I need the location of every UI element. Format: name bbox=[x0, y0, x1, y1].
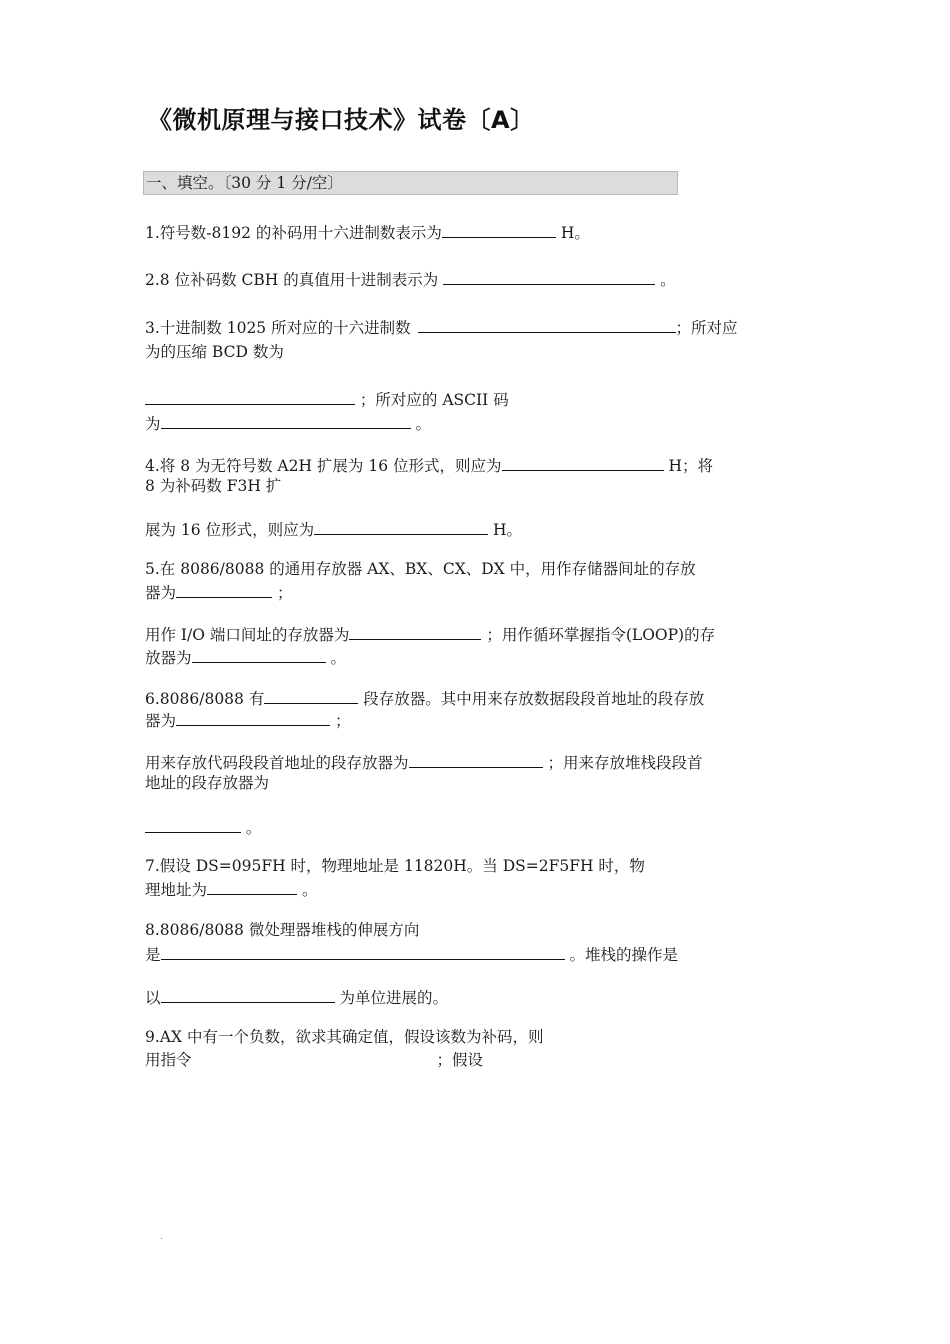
q6-text-3: 器为 bbox=[145, 712, 177, 730]
q5-blank-2[interactable] bbox=[349, 622, 481, 640]
q5-text-6: 放器为 bbox=[145, 649, 192, 667]
question-4-line-2 bbox=[145, 475, 281, 497]
question-5-line-3 bbox=[145, 622, 715, 646]
q4-blank-2[interactable] bbox=[314, 517, 488, 535]
q8-blank-1[interactable] bbox=[161, 942, 565, 960]
q3-text-4: ；所对应的 ASCII 码 bbox=[355, 391, 509, 409]
q5-text-5: ；用作循环掌握指令(LOOP)的存 bbox=[481, 626, 716, 644]
q5-text-3: ； bbox=[272, 584, 293, 602]
question-5-line-4 bbox=[145, 645, 346, 669]
q8-text-3: 。堆栈的操作是 bbox=[564, 946, 678, 964]
q4-text-3: 8 为补码数 F3H 扩 bbox=[145, 477, 282, 495]
q1-text: 1.符号数-8192 的补码用十六进制数表示为 bbox=[145, 224, 442, 242]
question-8-line-1 bbox=[145, 919, 419, 941]
q5-suffix: 。 bbox=[325, 649, 346, 667]
q3-blank-bcd[interactable] bbox=[145, 387, 355, 405]
q7-blank[interactable] bbox=[207, 877, 297, 895]
q6-blank-3[interactable] bbox=[409, 750, 543, 768]
question-6-line-4 bbox=[145, 772, 269, 794]
q3-text-2: ；所对应 bbox=[675, 319, 738, 337]
q6-text-7: 地址的段存放器为 bbox=[145, 774, 270, 792]
q3-text-3: 为的压缩 BCD 数为 bbox=[145, 343, 284, 361]
q5-blank-1[interactable] bbox=[176, 580, 272, 598]
q2-text: 2.8 位补码数 CBH 的真值用十进制表示为 bbox=[145, 271, 444, 289]
q7-text-2: 理地址为 bbox=[145, 881, 208, 899]
question-9-line-2 bbox=[145, 1049, 483, 1071]
question-1 bbox=[145, 220, 590, 244]
q5-text: 5.在 8086/8088 的通用存放器 AX、BX、CX、DX 中，用作存储器间址的存放 bbox=[145, 560, 696, 578]
q4-text-4: 展为 16 位形式，则应为 bbox=[145, 521, 315, 539]
question-3-line-1 bbox=[145, 315, 738, 339]
question-6-line-2 bbox=[145, 708, 350, 732]
question-3-line-2 bbox=[145, 341, 284, 363]
q1-blank[interactable] bbox=[442, 220, 556, 238]
q5-text-4: 用作 I/O 端口间址的存放器为 bbox=[145, 626, 350, 644]
question-5-line-1 bbox=[145, 558, 696, 580]
q8-text-4: 以 bbox=[145, 989, 161, 1007]
section-header: 一、填空。〔30 分 1 分/空〕 bbox=[143, 171, 678, 195]
q6-text-5: 用来存放代码段段首地址的段存放器为 bbox=[145, 754, 409, 772]
question-4-line-3 bbox=[145, 517, 522, 541]
q8-text: 8.8086/8088 微处理器堆栈的伸展方向 bbox=[145, 921, 420, 939]
q9-text: 9.AX 中有一个负数，欲求其确定值，假设该数为补码，则 bbox=[145, 1028, 544, 1046]
question-8-line-2 bbox=[145, 942, 678, 966]
question-5-line-2 bbox=[145, 580, 292, 604]
question-7-line-1 bbox=[145, 855, 645, 877]
q9-text-3: ；假设 bbox=[436, 1051, 484, 1069]
q3-blank-hex[interactable] bbox=[418, 315, 676, 333]
q5-text-2: 器为 bbox=[145, 584, 177, 602]
q4-text: 4.将 8 为无符号数 A2H 扩展为 16 位形式，则应为 bbox=[145, 457, 502, 475]
q2-blank[interactable] bbox=[443, 267, 655, 285]
q7-suffix: 。 bbox=[297, 881, 318, 899]
q3-blank-ascii[interactable] bbox=[161, 411, 411, 429]
q1-suffix: H。 bbox=[555, 224, 590, 242]
q6-text-4: ； bbox=[330, 712, 351, 730]
q3-text: 3.十进制数 1025 所对应的十六进制数 bbox=[145, 319, 416, 337]
question-8-line-3 bbox=[145, 985, 448, 1009]
question-6-line-3 bbox=[145, 750, 702, 774]
q8-blank-2[interactable] bbox=[161, 985, 335, 1003]
question-2 bbox=[145, 267, 676, 291]
q6-blank-4[interactable] bbox=[145, 815, 241, 833]
q3-text-5: 为 bbox=[145, 415, 161, 433]
q5-blank-3[interactable] bbox=[192, 645, 326, 663]
question-4-line-1 bbox=[145, 453, 713, 477]
q9-text-2: 用指令 bbox=[145, 1051, 192, 1069]
exam-title: 《微机原理与接口技术》试卷〔A〕 bbox=[148, 106, 535, 134]
q6-text-2: 段存放器。其中用来存放数据段段首地址的段存放 bbox=[358, 690, 705, 708]
question-3-line-4 bbox=[145, 411, 431, 435]
question-7-line-2 bbox=[145, 877, 317, 901]
q6-suffix: 。 bbox=[241, 819, 262, 837]
question-6-line-1 bbox=[145, 686, 704, 710]
question-6-line-5 bbox=[145, 815, 261, 839]
q4-blank-1[interactable] bbox=[502, 453, 664, 471]
q4-text-2: H；将 bbox=[663, 457, 713, 475]
q6-text-6: ；用来存放堆栈段段首 bbox=[542, 754, 703, 772]
q2-suffix: 。 bbox=[655, 271, 676, 289]
q8-text-2: 是 bbox=[145, 946, 161, 964]
q8-suffix: 为单位进展的。 bbox=[334, 989, 448, 1007]
q4-suffix: H。 bbox=[488, 521, 523, 539]
q7-text: 7.假设 DS=095FH 时，物理地址是 11820H。当 DS=2F5FH 时，物 bbox=[145, 857, 645, 875]
footer-dot: . bbox=[160, 1232, 163, 1242]
question-3-line-3 bbox=[145, 387, 509, 411]
q6-blank-1[interactable] bbox=[264, 686, 358, 704]
question-9-line-1 bbox=[145, 1026, 543, 1048]
q3-suffix: 。 bbox=[410, 415, 431, 433]
q6-text: 6.8086/8088 有 bbox=[145, 690, 265, 708]
q6-blank-2[interactable] bbox=[176, 708, 330, 726]
